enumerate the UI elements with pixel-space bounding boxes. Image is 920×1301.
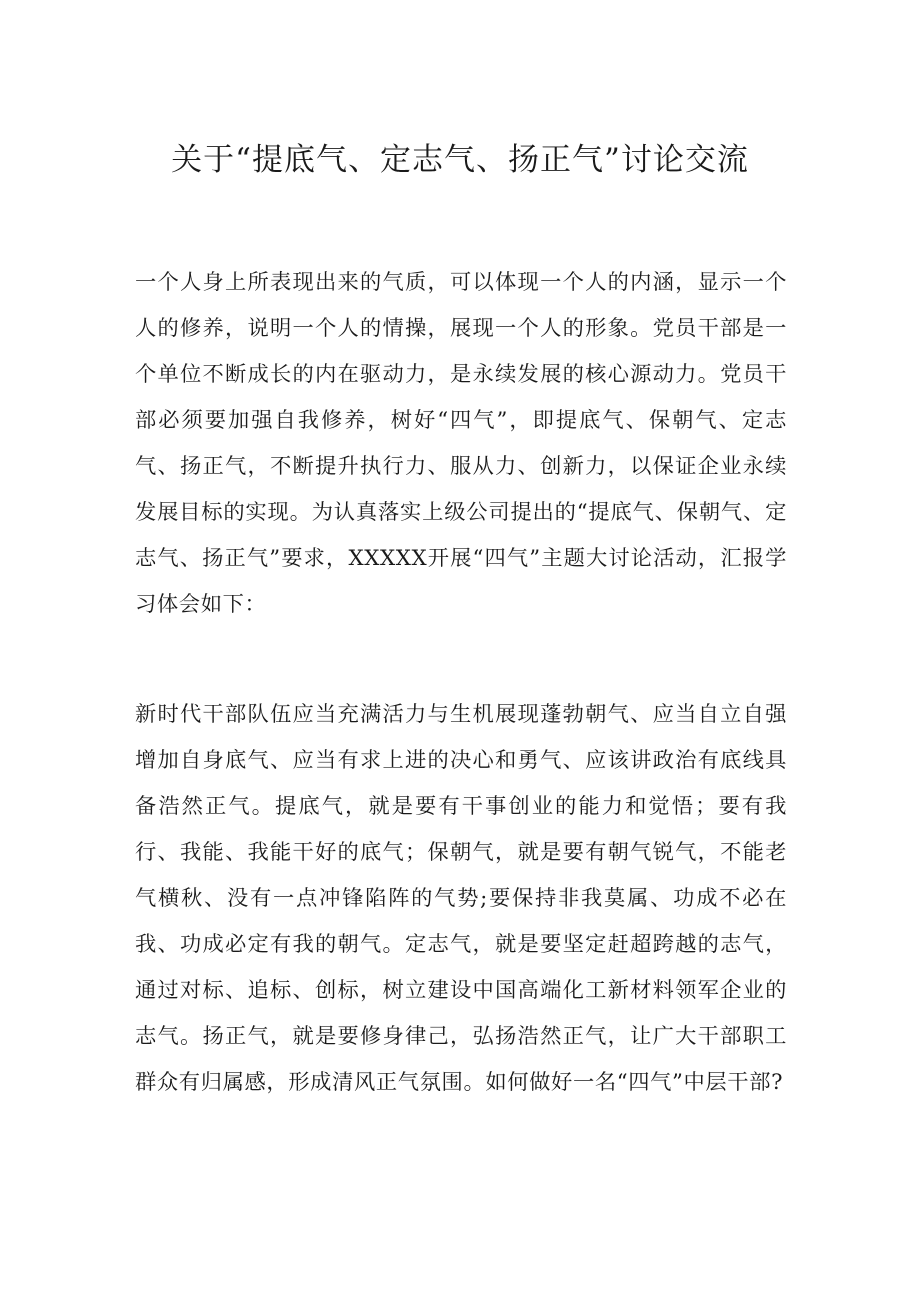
document-title: 关于“提底气、定志气、扬正气”讨论交流	[171, 142, 749, 178]
paragraph-discussion: 新时代干部队伍应当充满活力与生机展现蓬勃朝气、应当自立自强增加自身底气、应当有求上进的决心和勇气、应该讲政治有底线具备浩然正气。提底气，就是要有干事创业的能力和觉悟；要有我行、我能、我能干好的底气；保朝气，就是要有朝气锐气，不能老气横秋、没有一点冲锋陷阵的气势;要保持非我莫属、功成不必在我、功成必定有我的朝气。定志气，就是要坚定赶超跨越的志气，通过对标、追标、创标，树立建设中国高端化工新材料领军企业的志气。扬正气，就是要修身律己，弘扬浩然正气，让广大干部职工群众有归属感，形成清风正气氛围。如何做好一名“四气”中层干部?	[135, 702, 787, 1095]
paragraph-intro: 一个人身上所表现出来的气质，可以体现一个人的内涵，显示一个人的修养，说明一个人的情操，展现一个人的形象。党员干部是一个单位不断成长的内在驱动力，是永续发展的核心源动力。党员干部必须要加强自我修养，树好“四气”，即提底气、保朝气、定志气、扬正气，不断提升执行力、服从力、创新力，以保证企业永续发展目标的实现。为认真落实上级公司提出的“提底气、保朝气、定志气、扬正气”要求，XXXXX开展“四气”主题大讨论活动，汇报学习体会如下：	[135, 270, 787, 617]
